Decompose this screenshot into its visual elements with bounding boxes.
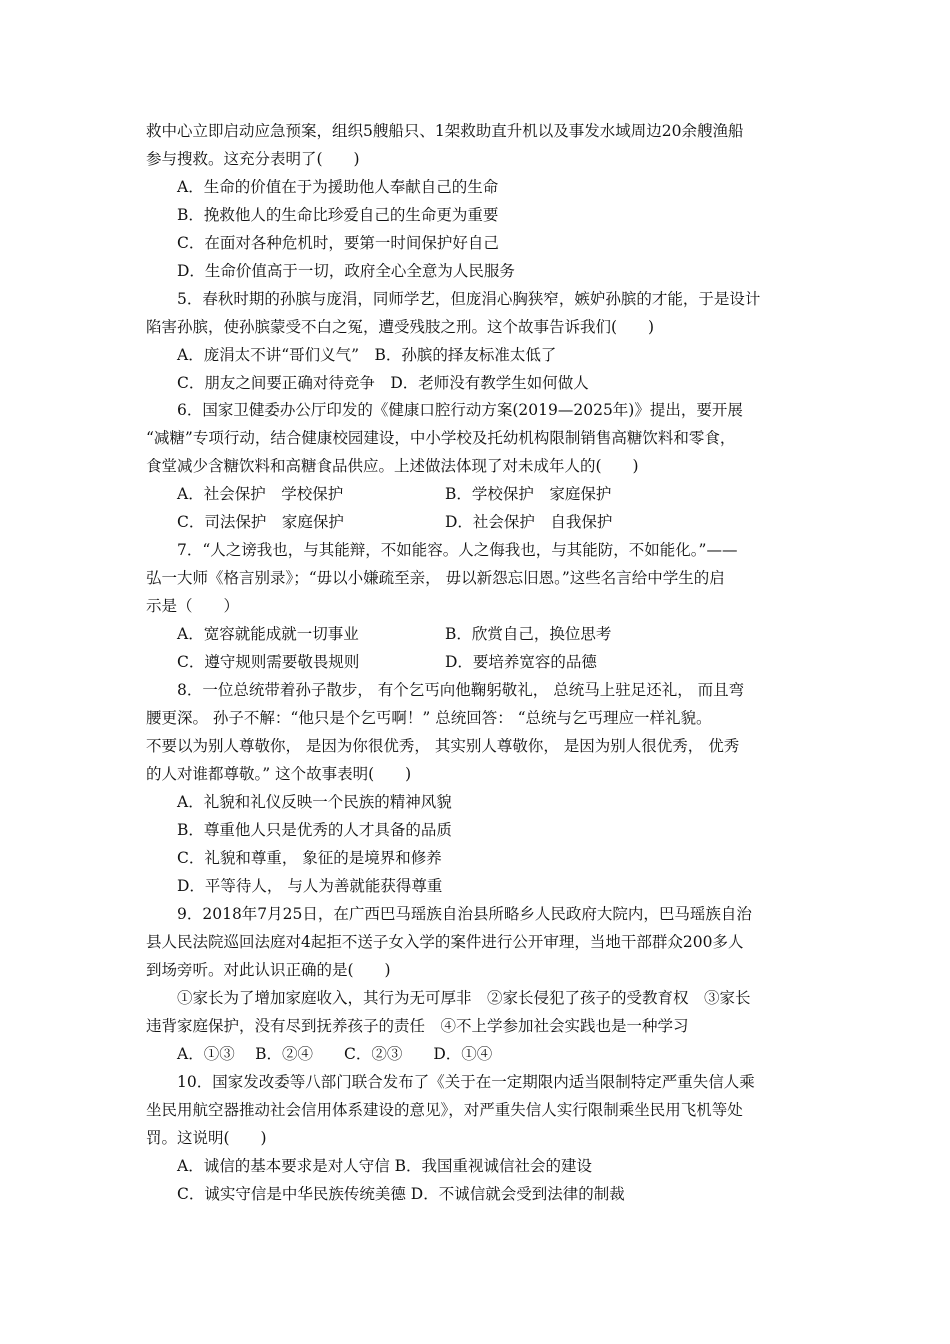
text-line: 罚。这说明( ): [146, 1129, 267, 1147]
option-row: [177, 512, 837, 532]
option-line: A．生命的价值在于为援助他人奉献自己的生命: [177, 178, 499, 196]
text-line: 到场旁听。对此认识正确的是( ): [146, 961, 391, 979]
option-d: D．要培养宽容的品德: [445, 653, 597, 671]
option-line: D．生命价值高于一切，政府全心全意为人民服务: [177, 262, 515, 280]
text-line: 的人对谁都尊敬。” 这个故事表明( ): [146, 765, 412, 783]
option-line: A．庞涓太不讲“哥们义气” B．孙膑的择友标准太低了: [177, 346, 557, 364]
text-line: 参与搜救。这充分表明了( ): [146, 150, 360, 168]
option-line: A．诚信的基本要求是对人守信 B．我国重视诚信社会的建设: [177, 1157, 593, 1175]
question-line: 9．2018年7月25日，在广西巴马瑶族自治县所略乡人民政府大院内，巴马瑶族自治: [177, 905, 752, 923]
option-line: B．挽救他人的生命比珍爱自己的生命更为重要: [177, 206, 499, 224]
option-line: C．礼貌和尊重， 象征的是境界和修养: [177, 849, 442, 867]
text-line: “减糖”专项行动，结合健康校园建设，中小学校及托幼机构限制销售高糖饮料和零食，: [146, 429, 736, 447]
question-line: 7．“人之谤我也，与其能辩，不如能容。人之侮我也，与其能防，不如能化。”——: [177, 541, 738, 559]
option-c: C．遵守规则需要敬畏规则: [177, 653, 360, 671]
option-d: D．社会保护 自我保护: [445, 513, 613, 531]
question-line: 8．一位总统带着孙子散步， 有个乞丐向他鞠躬敬礼， 总统马上驻足还礼， 而且弯: [177, 681, 745, 699]
option-line: A．礼貌和礼仪反映一个民族的精神风貌: [177, 793, 452, 811]
option-b: B．学校保护 家庭保护: [445, 485, 612, 503]
question-line: 5．春秋时期的孙膑与庞涓，同师学艺，但庞涓心胸狭窄，嫉妒孙膑的才能，于是设计: [177, 290, 761, 308]
option-line: C．诚实守信是中华民族传统美德 D．不诚信就会受到法律的制裁: [177, 1185, 625, 1203]
option-line: C．朋友之间要正确对待竞争 D．老师没有教学生如何做人: [177, 374, 589, 392]
text-line: 腰更深。 孙子不解：“他只是个乞丐啊！” 总统回答： “总统与乞丐理应一样礼貌。: [146, 709, 712, 727]
option-b: B．欣赏自己，换位思考: [445, 625, 612, 643]
option-line: B．尊重他人只是优秀的人才具备的品质: [177, 821, 452, 839]
option-line: A．①③ B．②④ C．②③ D．①④: [177, 1045, 493, 1063]
option-c: C．司法保护 家庭保护: [177, 513, 344, 531]
option-line: C．在面对各种危机时，要第一时间保护好自己: [177, 234, 499, 252]
text-line: 食堂减少含糖饮料和高糖食品供应。上述做法体现了对未成年人的( ): [146, 457, 639, 475]
text-line: 不要以为别人尊敬你， 是因为你很优秀， 其实别人尊敬你， 是因为别人很优秀， 优秀: [146, 737, 740, 755]
option-line: D．平等待人， 与人为善就能获得尊重: [177, 877, 443, 895]
option-row: [177, 652, 837, 672]
text-line: 陷害孙膑，使孙膑蒙受不白之冤，遭受残肢之刑。这个故事告诉我们( ): [146, 318, 655, 336]
text-line: 坐民用航空器推动社会信用体系建设的意见》，对严重失信人实行限制乘坐民用飞机等处: [146, 1101, 743, 1119]
option-row: [177, 624, 837, 644]
question-line: 10．国家发改委等八部门联合发布了《关于在一定期限内适当限制特定严重失信人乘: [177, 1073, 755, 1091]
statement-line: ①家长为了增加家庭收入，其行为无可厚非 ②家长侵犯了孩子的受教育权 ③家长: [177, 989, 751, 1007]
text-line: 救中心立即启动应急预案，组织5艘船只、1架救助直升机以及事发水域周边20余艘渔船: [146, 122, 744, 140]
question-line: 6．国家卫健委办公厅印发的《健康口腔行动方案(2019—2025年)》提出，要开展: [177, 401, 743, 419]
option-a: A．宽容就能成就一切事业: [177, 625, 359, 643]
text-line: 县人民法院巡回法庭对4起拒不送子女入学的案件进行公开审理，当地干部群众200多人: [146, 933, 744, 951]
option-a: A．社会保护 学校保护: [177, 485, 344, 503]
text-line: 示是（ ）: [146, 597, 240, 615]
text-line: 弘一大师《格言别录》；“毋以小嫌疏至亲， 毋以新怨忘旧恩。”这些名言给中学生的启: [146, 569, 725, 587]
option-row: [177, 484, 837, 504]
text-line: 违背家庭保护，没有尽到抚养孩子的责任 ④不上学参加社会实践也是一种学习: [146, 1017, 689, 1035]
